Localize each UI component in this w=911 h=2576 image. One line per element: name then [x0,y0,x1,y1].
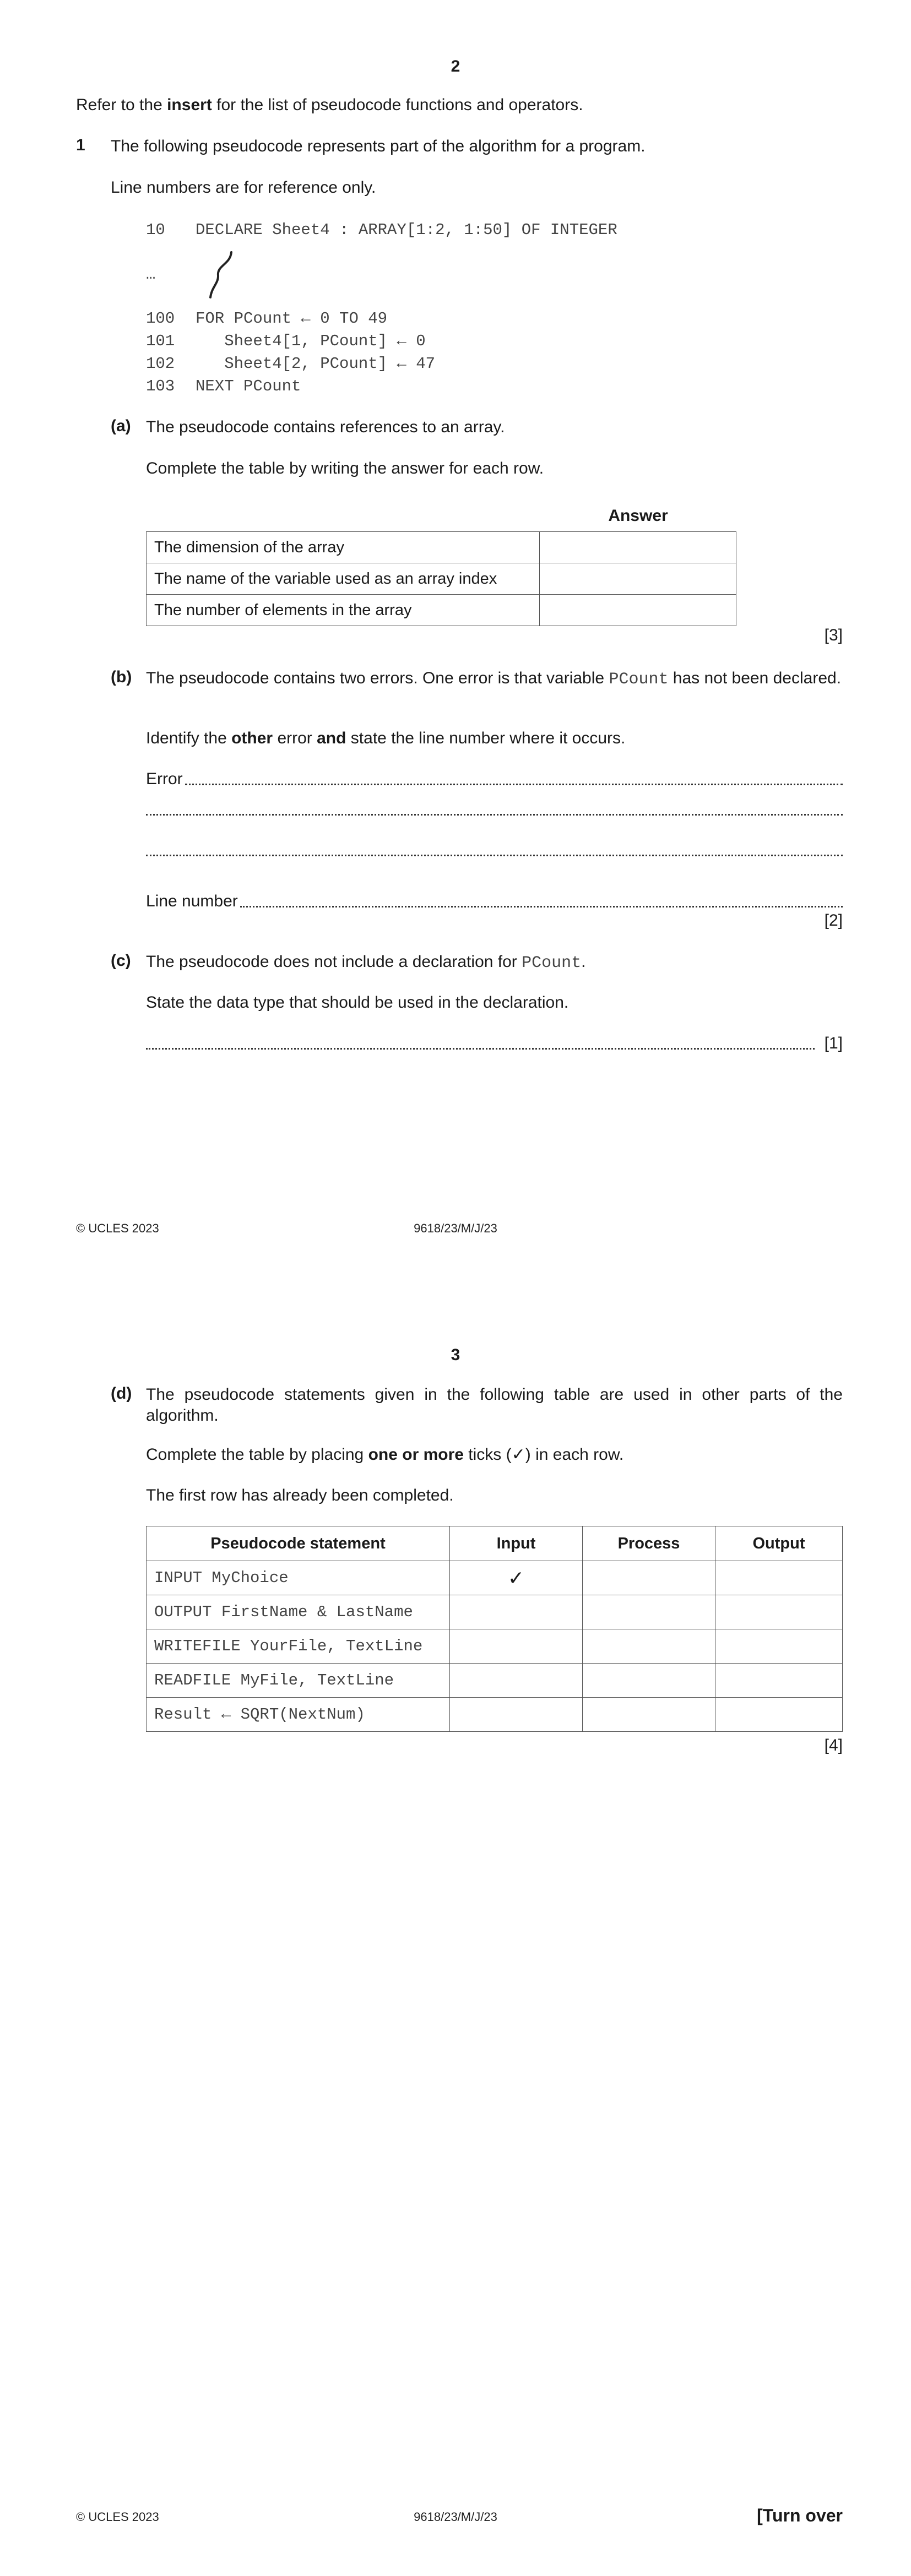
statement-cell: Result ← SQRT(NextNum) [147,1698,450,1732]
part-a-text1: The pseudocode contains references to an array. [146,418,505,436]
part-c-text1: The pseudocode does not include a declaration for PCount. [146,953,586,972]
output-cell[interactable] [715,1664,843,1698]
code-line-100: 100 FOR PCount ← 0 TO 49 [146,309,388,328]
part-a-label: (a) [111,417,131,435]
input-cell[interactable] [450,1664,583,1698]
table-row [147,595,736,626]
table-row [147,1664,843,1698]
question-number: 1 [76,136,85,154]
part-d-text1: The pseudocode statements given in the following table are used in other parts of the algorithm. [146,1385,843,1425]
line-note: Line numbers are for reference only. [111,178,376,197]
line-number-answer-line[interactable] [146,891,843,912]
output-cell[interactable] [715,1561,843,1595]
table-row [147,1629,843,1664]
answer-cell[interactable] [540,595,736,626]
answer-line[interactable] [146,850,843,861]
part-d-marks: [4] [824,1736,843,1754]
output-cell[interactable] [715,1595,843,1629]
code-ellipsis: … [146,265,156,284]
part-c-label: (c) [111,952,131,970]
data-type-answer-line[interactable] [146,1033,843,1054]
header-output: Output [715,1526,843,1561]
row-label: The dimension of the array [147,532,540,563]
input-cell[interactable] [450,1595,583,1629]
error-answer-line[interactable] [146,769,843,790]
statement-cell: READFILE MyFile, TextLine [147,1664,450,1698]
footer-code: 9618/23/M/J/23 [414,1221,497,1235]
row-label: The number of elements in the array [147,595,540,626]
answer-cell[interactable] [540,532,736,563]
part-c-text2: State the data type that should be used in the declaration. [146,993,569,1012]
part-d-text3: The first row has already been completed. [146,1486,454,1504]
table-header-row [147,1526,843,1561]
part-a-marks: [3] [824,626,843,644]
header-input: Input [450,1526,583,1561]
answer-header: Answer [608,507,668,525]
answer-cell[interactable] [540,563,736,595]
code-line-10: 10 DECLARE Sheet4 : ARRAY[1:2, 1:50] OF INTEGER [146,221,617,239]
part-b-label: (b) [111,668,132,686]
array-table [146,531,736,626]
process-cell[interactable] [583,1629,715,1664]
footer-code: 9618/23/M/J/23 [414,2510,497,2524]
line-number-label: Line number [146,892,238,910]
table-row [147,1595,843,1629]
code-line-103: 103 NEXT PCount [146,377,301,395]
table-row [147,1698,843,1732]
part-b-marks: [2] [824,911,843,930]
output-cell[interactable] [715,1698,843,1732]
page-number: 2 [451,57,460,75]
process-cell[interactable] [583,1561,715,1595]
code-line-102: 102 Sheet4[2, PCount] ← 47 [146,355,436,373]
pseudocode-table [146,1526,843,1732]
part-b-text1: The pseudocode contains two errors. One error is that variable PCount has not been declared. [146,669,842,689]
process-cell[interactable] [583,1595,715,1629]
statement-cell: WRITEFILE YourFile, TextLine [147,1629,450,1664]
output-cell[interactable] [715,1629,843,1664]
input-cell[interactable]: ✓ [450,1561,583,1595]
code-line-101: 101 Sheet4[1, PCount] ← 0 [146,332,426,350]
input-cell[interactable] [450,1698,583,1732]
statement-cell: OUTPUT FirstName & LastName [147,1595,450,1629]
part-d-text2: Complete the table by placing one or more ticks (✓) in each row. [146,1445,624,1464]
part-b-text2: Identify the other error and state the line number where it occurs. [146,729,626,747]
header-statement: Pseudocode statement [147,1526,450,1561]
answer-line[interactable] [146,809,843,820]
turn-over: [Turn over [757,2506,843,2525]
table-row [147,532,736,563]
footer-copyright: © UCLES 2023 [76,1221,159,1235]
statement-cell: INPUT MyChoice [147,1561,450,1595]
header-process: Process [583,1526,715,1561]
table-row [147,563,736,595]
break-squiggle-icon [204,249,237,300]
part-a-text2: Complete the table by writing the answer for each row. [146,459,544,477]
page-number: 3 [451,1346,460,1364]
input-cell[interactable] [450,1629,583,1664]
process-cell[interactable] [583,1664,715,1698]
footer-copyright: © UCLES 2023 [76,2510,159,2524]
intro-text: Refer to the insert for the list of pseudocode functions and operators. [76,96,583,114]
part-d-label: (d) [111,1384,132,1403]
table-row [147,1561,843,1595]
row-label: The name of the variable used as an array index [147,563,540,595]
process-cell[interactable] [583,1698,715,1732]
error-label: Error [146,770,183,788]
part-c-marks: [1] [824,1034,843,1052]
question-stem: The following pseudocode represents part of the algorithm for a program. [111,137,646,155]
